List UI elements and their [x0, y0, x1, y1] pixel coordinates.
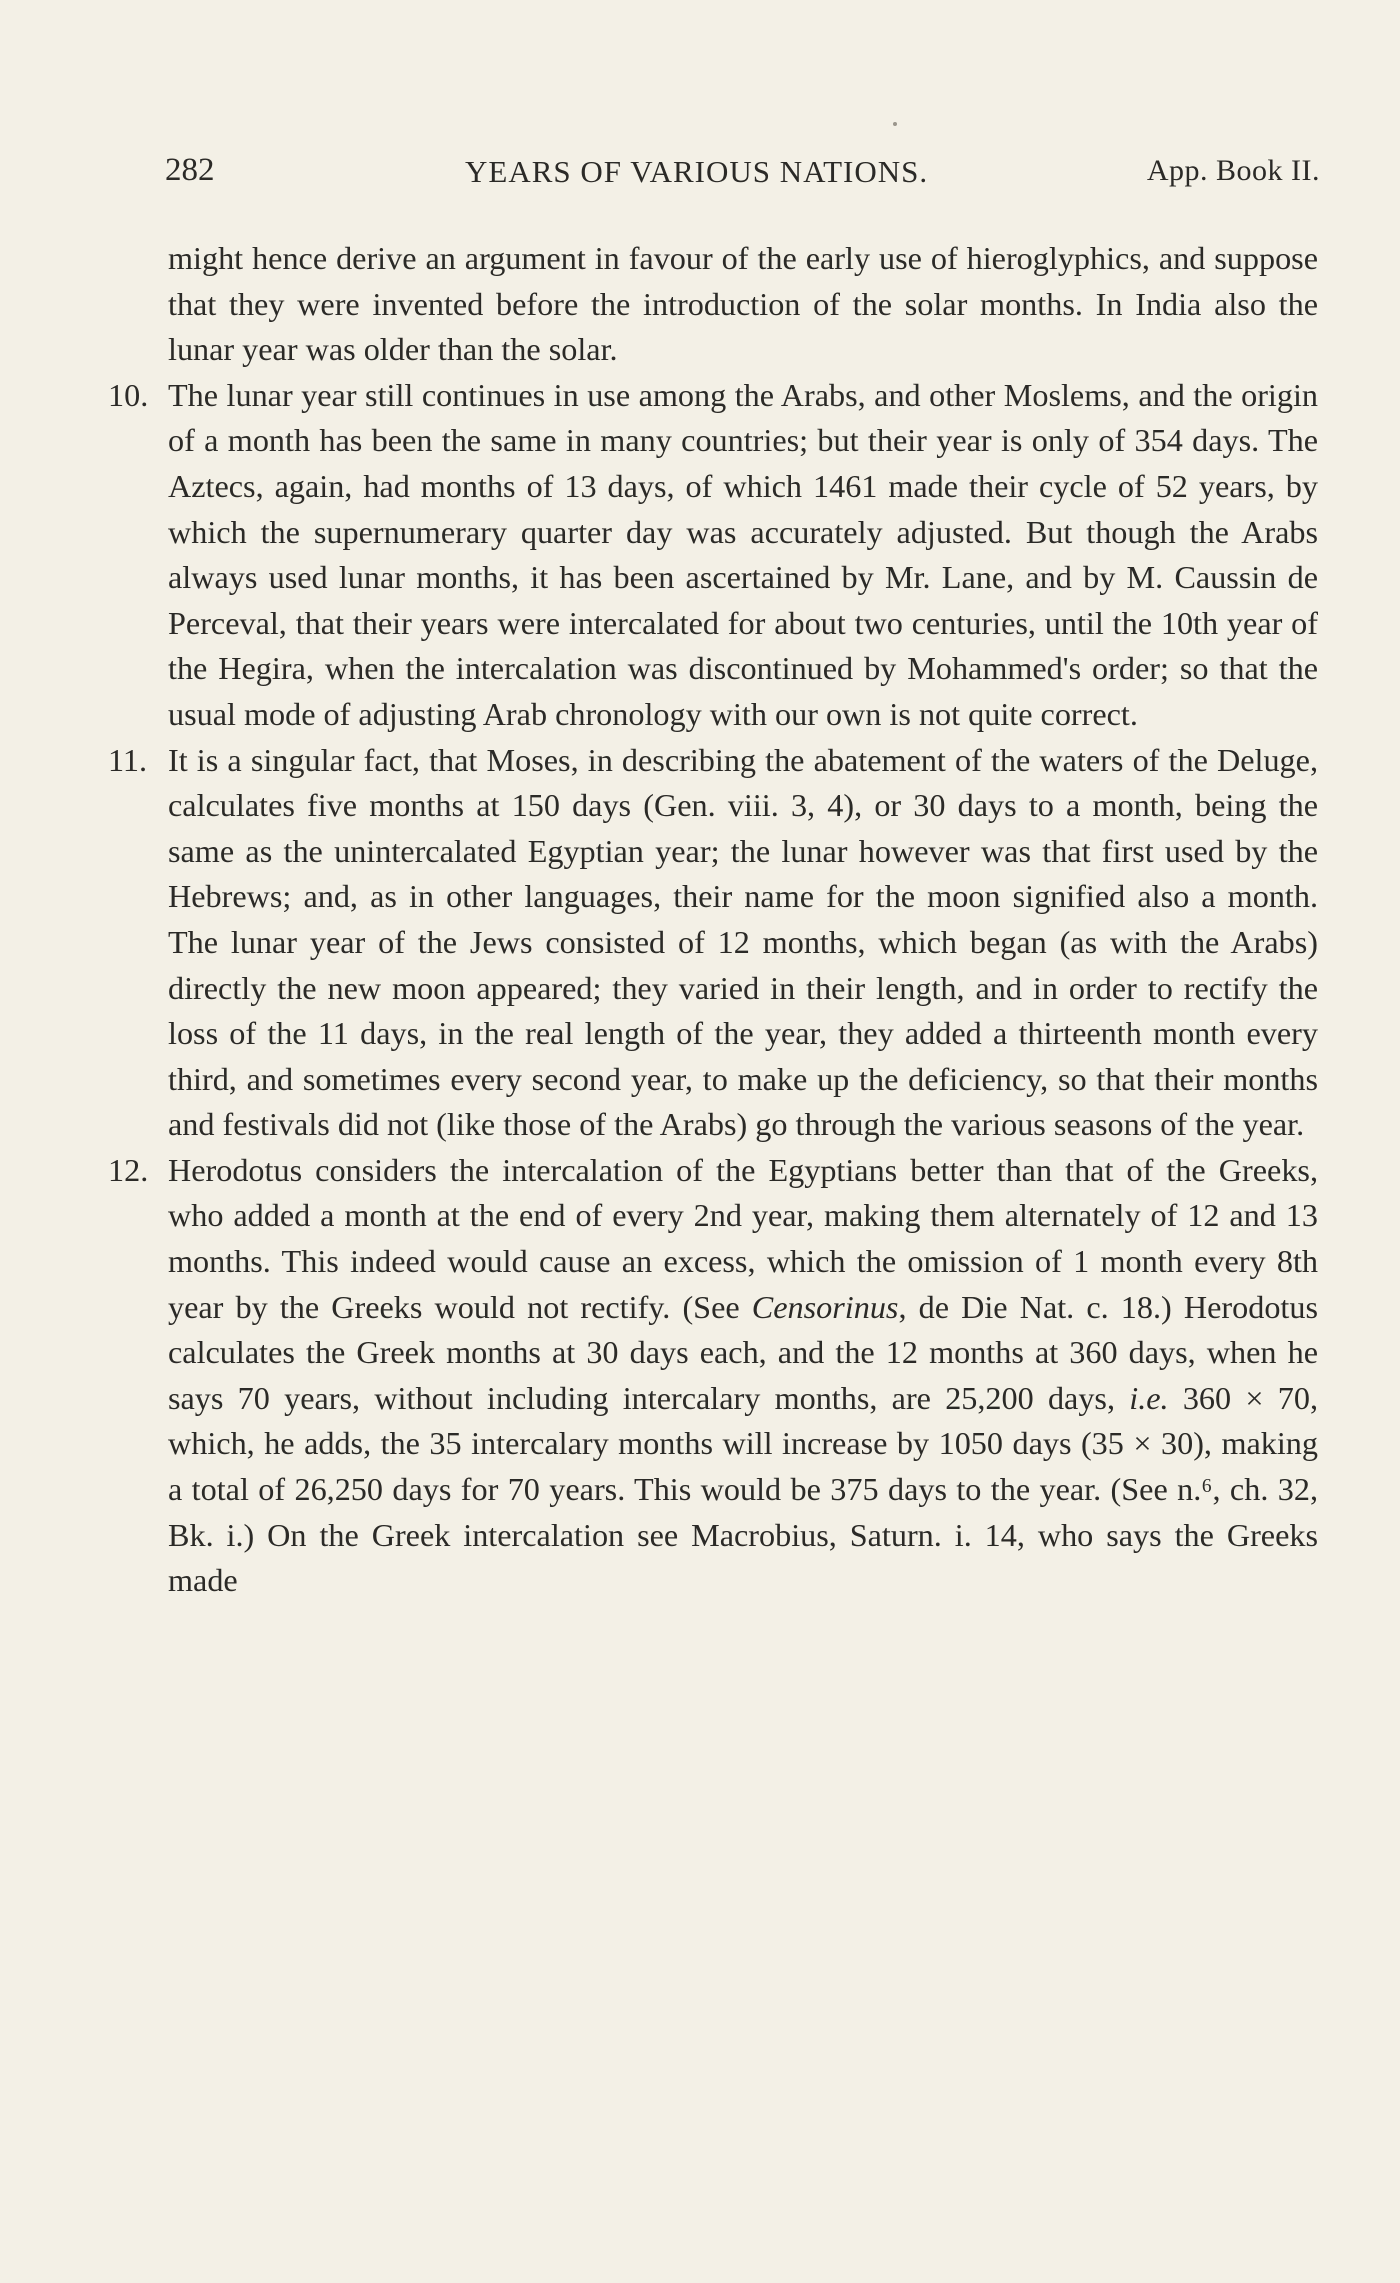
text-segment-italic: i.e.: [1129, 1379, 1169, 1416]
text-segment: 360 × 70, which, he adds, the 35 intercalary months will increase by 1050 days (35 × 30), making a total of 26,250 days for 70 years. This would be 375 days to the year. (See n.⁶, ch. 32, Bk. i.) On the Greek intercalation see Macrobius, Saturn. i. 14, who says the Greeks made: [168, 1379, 1318, 1599]
paragraph: [108, 1148, 1318, 1604]
running-header: [165, 152, 1320, 196]
page-number: 282: [165, 152, 215, 188]
print-speck: [893, 122, 897, 126]
paragraph-number: 10.: [108, 376, 149, 413]
paragraph: [108, 738, 1318, 1148]
text-segment: , de Die Nat. c. 18.) Herodotus calculates the Greek months at 30 days each, and the 12 months at 360 days, when he says 70 years, without including intercalary months, are 25,200 days,: [168, 1288, 1318, 1416]
running-title: YEARS OF VARIOUS NATIONS.: [465, 154, 929, 189]
section-reference: App. Book II.: [1146, 154, 1320, 187]
paragraph-number: 12.: [108, 1151, 149, 1188]
paragraph: [168, 236, 1318, 373]
text-segment: It is a singular fact, that Moses, in describing the abatement of the waters of the Deluge, calculates five months at 150 days (Gen. viii. 3, 4), or 30 days to a month, being the same as the unintercalated Egyptian year; the lunar however was that first used by the Hebrews; and, as in other languages, their name for the moon signified also a month. The lunar year of the Jews consisted of 12 months, which began (as with the Arabs) directly the new moon appeared; they varied in their length, and in order to rectify the loss of the 11 days, in the real length of the year, they added a thirteenth month every third, and sometimes every second year, to make up the deficiency, so that their months and festivals did not (like those of the Arabs) go through the various seasons of the year.: [168, 741, 1318, 1143]
paragraph-number: 11.: [108, 741, 148, 778]
text-segment: Herodotus considers the intercalation of the Egyptians better than that of the Greeks, who added a month at the end of every 2nd year, making them alternately of 12 and 13 months. This indeed would cause an excess, which the omission of 1 month every 8th year by the Greeks would not rectify. (See: [168, 1151, 1318, 1325]
text-segment: might hence derive an argument in favour of the early use of hieroglyphics, and suppose that they were invented before the introduction of the solar months. In India also the lunar year was older than the solar.: [168, 240, 1318, 368]
paragraph: [108, 373, 1318, 738]
text-segment-italic: Censorinus: [751, 1288, 899, 1325]
body-text: [108, 236, 1318, 1604]
text-segment: The lunar year still continues in use among the Arabs, and other Moslems, and the origin of a month has been the same in many countries; but their year is only of 354 days. The Aztecs, again, had months of 13 days, of which 1461 made their cycle of 52 years, by which the supernumerary quarter day was accurately adjusted. But though the Arabs always used lunar months, it has been ascertained by Mr. Lane, and by M. Caussin de Perceval, that their years were intercalated for about two centuries, until the 10th year of the Hegira, when the intercalation was discontinued by Mohammed's order; so that the usual mode of adjusting Arab chronology with our own is not quite correct.: [168, 376, 1318, 732]
